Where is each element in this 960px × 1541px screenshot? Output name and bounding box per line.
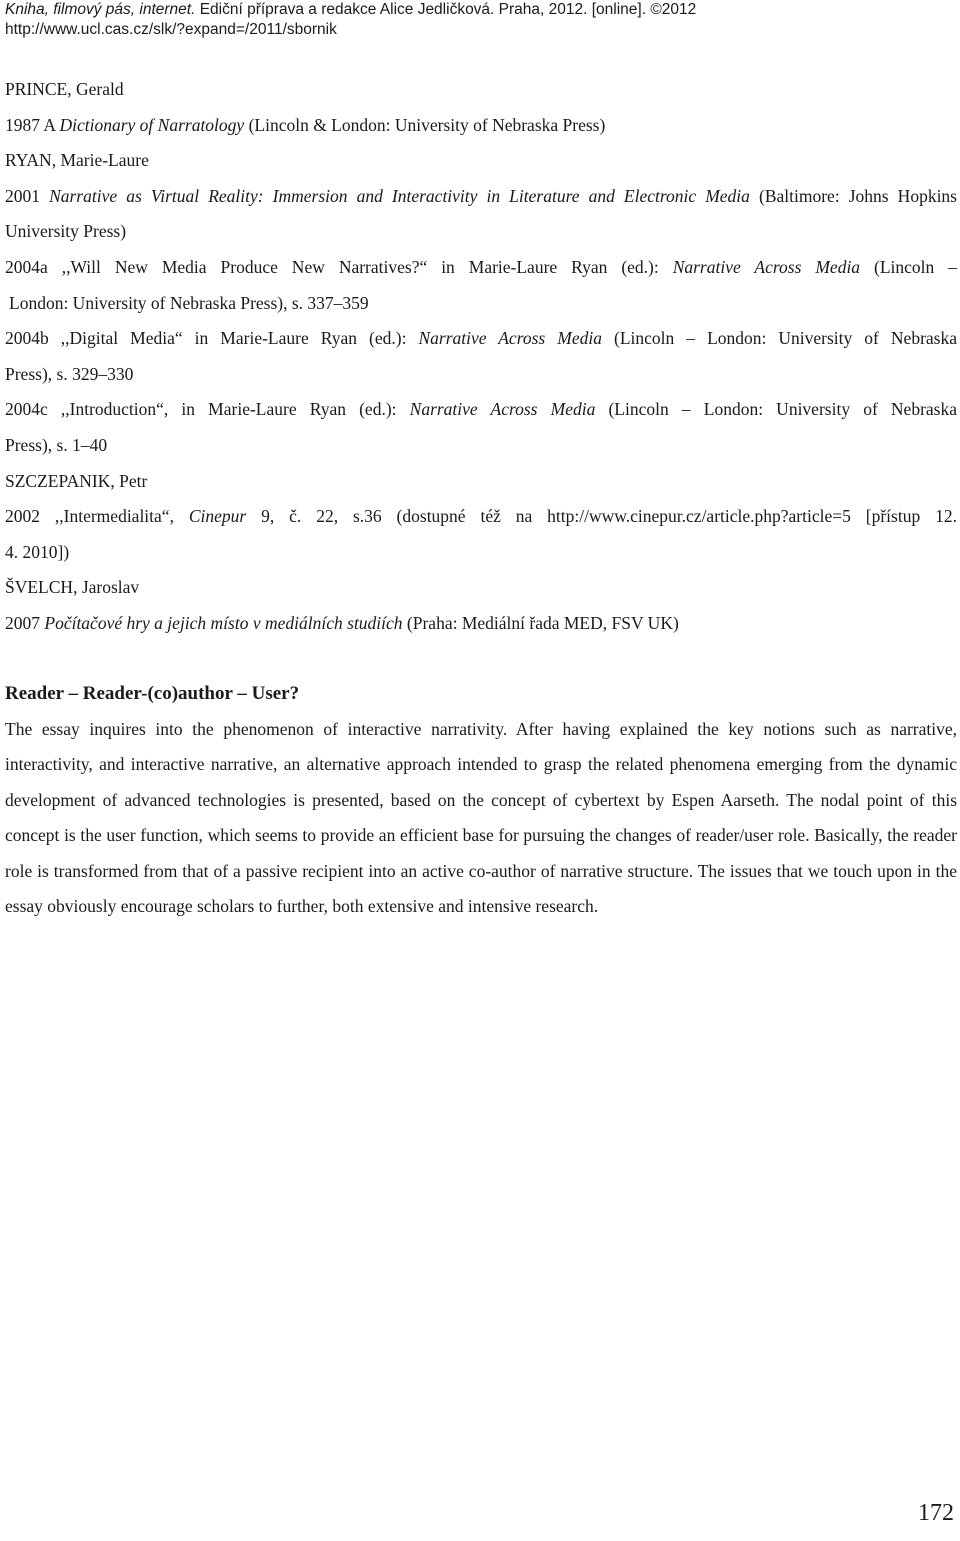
ref-year: 2007	[5, 612, 45, 633]
ref-article: 2002 ,,Intermedialita“,	[5, 506, 189, 527]
ref-title: Narrative Across Media	[672, 256, 861, 277]
ref-ryan-2004a	[5, 250, 957, 286]
ref-ryan-2001-cont: University Press)	[5, 221, 127, 242]
author-firstname: , Petr	[110, 470, 148, 491]
ref-publisher: 9, č. 22, s.36 (dostupné též na http://www.cinepur.cz/article.php?article=5 [přístup 12.	[246, 506, 957, 527]
header-url[interactable]: http://www.ucl.cas.cz/slk/?expand=/2011/sbornik	[5, 21, 337, 38]
ref-title: Cinepur	[188, 506, 247, 527]
ref-ryan-2004a-cont: London: University of Nebraska Press), s. 337–359	[9, 292, 369, 313]
abstract	[5, 712, 957, 925]
ref-prince-1987	[5, 108, 957, 144]
author-surname: SZCZEPANIK	[5, 470, 111, 491]
ref-title: Narrative Across Media	[409, 399, 596, 420]
ref-publisher: (Lincoln – London: University of Nebraska	[601, 328, 957, 349]
section-gap	[5, 642, 957, 676]
ref-svelch-2007	[5, 606, 957, 642]
ref-year: 1987 A	[5, 114, 60, 135]
ref-ryan-2004c	[5, 392, 957, 428]
ref-szczepanik-2002	[5, 499, 957, 535]
header-citation-rest: Ediční příprava a redakce Alice Jedličková. Praha, 2012. [online]. ©2012	[195, 1, 697, 18]
ref-year: 2001	[5, 185, 50, 206]
page-header	[5, 0, 696, 40]
ref-publisher: (Lincoln –	[860, 256, 957, 277]
author-prince	[5, 72, 957, 108]
header-citation	[5, 0, 696, 20]
ref-publisher: (Lincoln & London: University of Nebraska Press)	[244, 114, 606, 135]
author-ryan	[5, 143, 957, 179]
ref-szczepanik-2002-cont: 4. 2010])	[5, 541, 70, 562]
author-firstname: , Marie-Laure	[51, 150, 149, 171]
ref-article: 2004a ,,Will New Media Produce New Narratives?“ in Marie-Laure Ryan (ed.):	[5, 256, 673, 277]
bibliography	[5, 72, 957, 925]
ref-article: 2004c ,,Introduction“, in Marie-Laure Ryan (ed.):	[5, 399, 410, 420]
author-svelch	[5, 570, 957, 606]
abstract-text: The essay inquires into the phenomenon of interactive narrativity. After having explained the key notions such as narrative, interactivity, and interactive narrative, an alternative approach intended to grasp the related phenomena emerging from the dynamic development of advanced technologies is presented, based on the concept of cybertext by Espen Aarseth. The nodal point of this concept is the user function, which seems to provide an efficient base for pursuing the changes of reader/user role. Basically, the reader role is transformed from that of a passive recipient into an active co-author of narrative structure. The issues that we touch upon in the essay obviously encourage scholars to further, both extensive and intensive research.	[5, 718, 957, 916]
author-surname: ŠVELCH	[5, 577, 74, 598]
ref-publisher: (Lincoln – London: University of Nebraska	[595, 399, 957, 420]
ref-ryan-2004b	[5, 321, 957, 357]
author-firstname: , Jaroslav	[73, 577, 140, 598]
ref-publisher: (Baltimore: Johns Hopkins	[749, 185, 957, 206]
ref-ryan-2001	[5, 179, 957, 215]
header-book-title: Kniha, filmový pás, internet.	[5, 1, 196, 18]
ref-title: Narrative Across Media	[418, 328, 602, 349]
ref-title: Narrative as Virtual Reality: Immersion and Interactivity in Literature and Electronic Media	[49, 185, 750, 206]
author-szczepanik	[5, 464, 957, 500]
author-surname: PRINCE	[5, 79, 68, 99]
author-surname: RYAN	[5, 150, 52, 171]
ref-publisher: (Praha: Mediální řada MED, FSV UK)	[402, 612, 679, 633]
page-number: 172	[918, 1500, 954, 1526]
ref-title: Dictionary of Narratology	[59, 114, 245, 135]
ref-ryan-2004b-cont: Press), s. 329–330	[5, 363, 134, 384]
author-firstname: , Gerald	[67, 79, 124, 99]
ref-ryan-2004c-cont: Press), s. 1–40	[5, 434, 108, 455]
ref-article: 2004b ,,Digital Media“ in Marie-Laure Ryan (ed.):	[5, 328, 419, 349]
ref-title: Počítačové hry a jejich místo v mediálních studiích	[44, 612, 403, 633]
abstract-heading: Reader – Reader-(co)author – User?	[5, 682, 300, 704]
